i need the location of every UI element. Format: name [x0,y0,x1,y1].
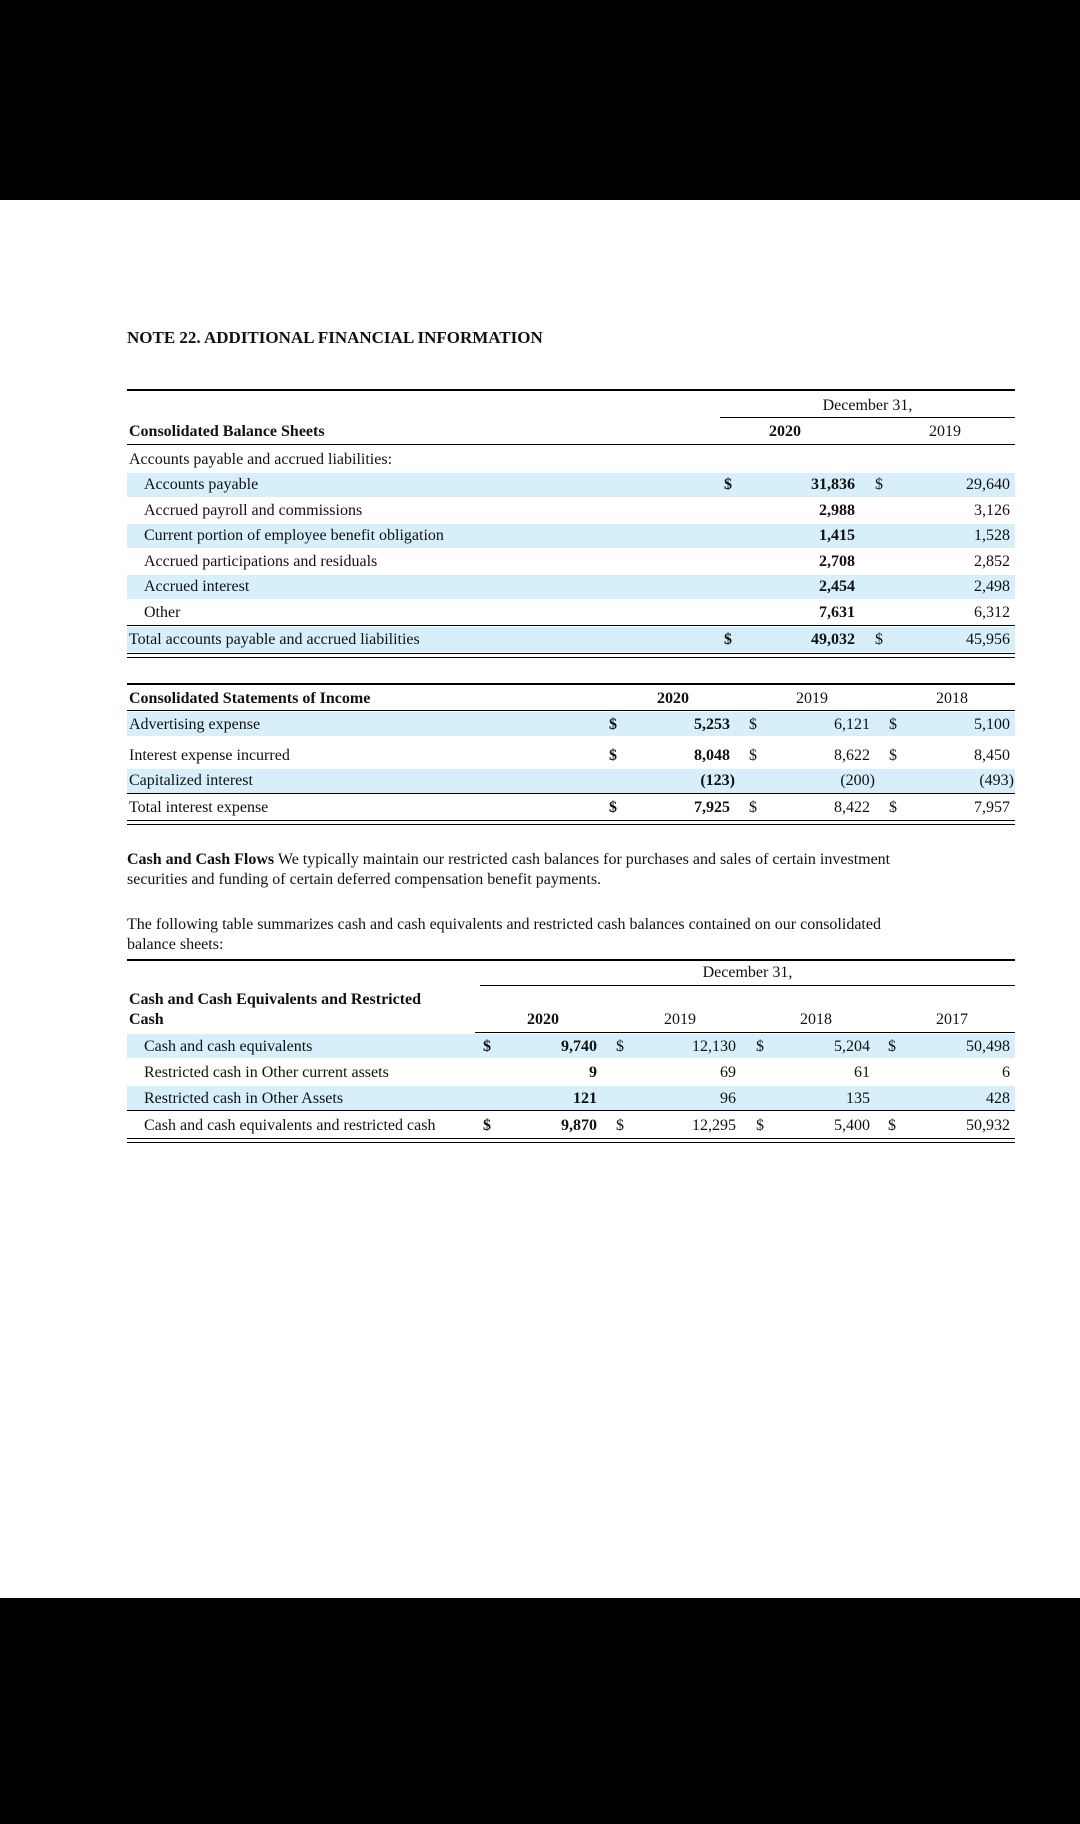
currency-symbol: $ [609,716,617,733]
period-header: December 31, [822,397,913,414]
value-2019: 2,852 [974,553,1010,570]
table-row-label: Accrued payroll and commissions [144,502,363,519]
table-row-label: Accrued interest [144,578,250,595]
table-row-label: Advertising expense [129,716,261,733]
currency-symbol: $ [888,1038,896,1055]
value-2018: 135 [846,1090,870,1107]
value-2020: 5,253 [694,716,730,733]
value-2020: 2,708 [819,553,855,570]
currency-symbol: $ [616,1117,624,1134]
currency-symbol: $ [875,476,883,493]
table-row-label: Cash and cash equivalents [144,1038,313,1055]
value-2019: 8,422 [834,799,870,816]
col-2020: 2020 [657,690,689,707]
summary-paragraph: The following table summarizes cash and cash equivalents and restricted cash balances contained on our consolidated balance sheets: [127,916,881,953]
value-2018: 7,957 [974,799,1010,816]
value-2020: 8,048 [694,747,730,764]
total-2019: 45,956 [966,631,1010,648]
value-2020: 2,988 [819,502,855,519]
value-2017: 50,932 [966,1117,1010,1134]
section-label: Consolidated Balance Sheets [129,423,325,440]
col-2019: 2019 [929,423,961,440]
value-2019: 6,312 [974,604,1010,621]
value-2020: 1,415 [819,527,855,544]
value-2019: (200) [840,772,875,789]
total-row-label: Total interest expense [129,799,269,816]
table-row-label: Current portion of employee benefit obligation [144,527,444,544]
table-row-label: Other [144,604,181,621]
value-2020: 9,870 [561,1117,597,1134]
table-row-label: Accounts payable [144,476,259,493]
value-2020: 31,836 [811,476,855,493]
value-2019: 2,498 [974,578,1010,595]
currency-symbol: $ [724,476,732,493]
cash-flows-paragraph [127,850,907,890]
top-black-bar [0,0,1080,200]
section-label: Consolidated Statements of Income [129,690,371,707]
section-label: Cash [129,1011,164,1028]
value-2017: 428 [986,1090,1010,1107]
value-2019: 6,121 [834,716,870,733]
currency-symbol: $ [724,631,732,648]
value-2020: 121 [573,1090,597,1107]
value-2019: 1,528 [974,527,1010,544]
value-2019: 96 [720,1090,736,1107]
value-2019: 12,130 [692,1038,736,1055]
col-2019: 2019 [664,1011,696,1028]
value-2020: 2,454 [819,578,855,595]
value-2018: 8,450 [974,747,1010,764]
currency-symbol: $ [889,716,897,733]
value-2019: 12,295 [692,1117,736,1134]
col-2020: 2020 [527,1011,559,1028]
value-2017: 50,498 [966,1038,1010,1055]
value-2018: 5,100 [974,716,1010,733]
table-row-label: Interest expense incurred [129,747,290,764]
currency-symbol: $ [609,799,617,816]
note-title: NOTE 22. ADDITIONAL FINANCIAL INFORMATION [127,328,543,347]
value-2019: 3,126 [974,502,1010,519]
value-2018: 61 [854,1064,870,1081]
table-row-label: Capitalized interest [129,772,253,789]
currency-symbol: $ [749,747,757,764]
currency-symbol: $ [875,631,883,648]
subheader: Accounts payable and accrued liabilities: [129,451,393,468]
table-row-label: Restricted cash in Other Assets [144,1090,344,1107]
cash-flows-heading: Cash and Cash Flows [127,851,275,868]
value-2019: 69 [720,1064,736,1081]
col-2020: 2020 [769,423,801,440]
col-2017: 2017 [936,1011,968,1028]
currency-symbol: $ [616,1038,624,1055]
table-row-label: Accrued participations and residuals [144,553,378,570]
currency-symbol: $ [756,1038,764,1055]
currency-symbol: $ [756,1117,764,1134]
col-2018: 2018 [936,690,968,707]
currency-symbol: $ [889,799,897,816]
value-2020: 7,925 [694,799,730,816]
col-2019: 2019 [796,690,828,707]
currency-symbol: $ [889,747,897,764]
value-2019: 8,622 [834,747,870,764]
value-2017: 6 [1002,1064,1010,1081]
currency-symbol: $ [483,1038,491,1055]
value-2020: (123) [700,772,735,789]
currency-symbol: $ [483,1117,491,1134]
total-2020: 49,032 [811,631,855,648]
total-row-label: Cash and cash equivalents and restricted cash [144,1117,436,1134]
currency-symbol: $ [888,1117,896,1134]
currency-symbol: $ [609,747,617,764]
section-label: Cash and Cash Equivalents and Restricted [129,991,422,1008]
period-header: December 31, [702,964,793,981]
value-2019: 29,640 [966,476,1010,493]
value-2020: 9 [589,1064,597,1081]
currency-symbol: $ [749,716,757,733]
value-2018: (493) [979,772,1014,789]
col-2018: 2018 [800,1011,832,1028]
total-row-label: Total accounts payable and accrued liabilities [129,631,420,648]
value-2018: 5,204 [834,1038,870,1055]
value-2018: 5,400 [834,1117,870,1134]
value-2020: 9,740 [561,1038,597,1055]
value-2020: 7,631 [819,604,855,621]
currency-symbol: $ [749,799,757,816]
cash-flows-text: We typically maintain our restricted cash balances for purchases and sales of certain investment securities and funding of certain deferred compensation benefit payments. [127,851,891,888]
bottom-black-bar [0,1598,1080,1824]
table-row-label: Restricted cash in Other current assets [144,1064,389,1081]
